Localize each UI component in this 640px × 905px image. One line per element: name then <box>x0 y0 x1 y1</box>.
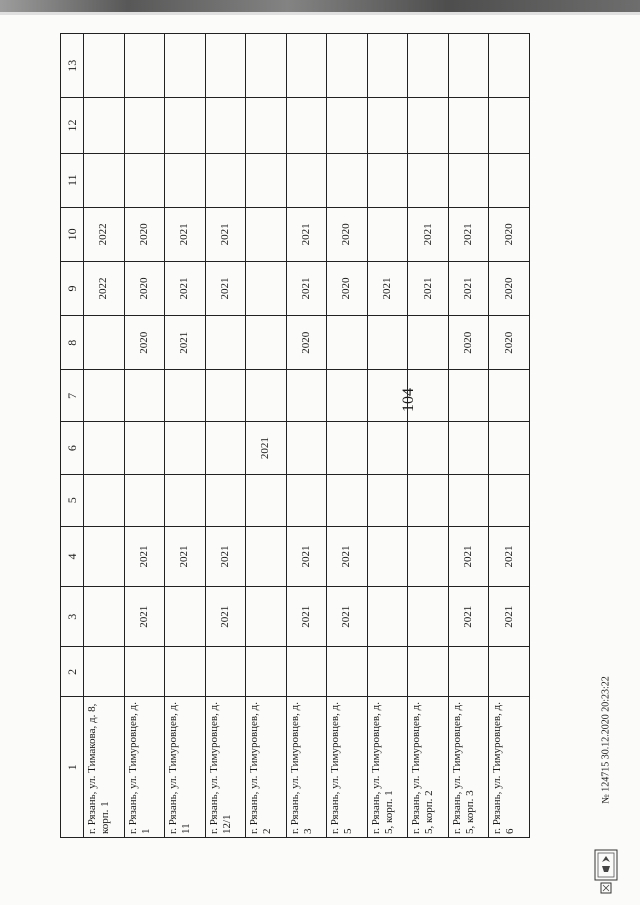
year-cell <box>367 474 408 526</box>
year-cell: 2022 <box>84 261 125 315</box>
year-cell <box>448 370 489 422</box>
year-cell <box>246 647 287 697</box>
year-cell <box>124 422 165 474</box>
year-cell <box>246 370 287 422</box>
year-cell <box>367 370 408 422</box>
year-cell <box>367 153 408 207</box>
address-cell: г. Рязань, ул. Тимуровцев, д. 5, корп. 1 <box>367 697 408 838</box>
year-cell: 2021 <box>165 526 206 586</box>
header-cell: 4 <box>61 526 84 586</box>
year-cell: 2021 <box>327 526 368 586</box>
year-cell <box>165 98 206 153</box>
year-cell <box>205 316 246 370</box>
year-cell: 2021 <box>205 587 246 647</box>
year-cell: 2021 <box>165 207 206 261</box>
year-cell <box>205 98 246 153</box>
year-cell <box>165 647 206 697</box>
year-cell: 2021 <box>286 207 327 261</box>
year-cell: 2021 <box>165 261 206 315</box>
year-cell <box>489 153 530 207</box>
year-cell <box>205 370 246 422</box>
scan-edge-shadow <box>0 12 640 15</box>
header-cell: 2 <box>61 647 84 697</box>
year-cell <box>205 474 246 526</box>
year-cell: 2021 <box>367 261 408 315</box>
address-cell: г. Рязань, ул. Тимуровцев, д. 2 <box>246 697 287 838</box>
year-cell <box>246 587 287 647</box>
year-cell: 2020 <box>124 316 165 370</box>
year-cell: 2021 <box>286 526 327 586</box>
year-cell <box>327 370 368 422</box>
year-cell <box>327 34 368 98</box>
year-cell <box>367 422 408 474</box>
year-cell <box>489 474 530 526</box>
year-cell: 2021 <box>286 587 327 647</box>
table-row <box>205 34 246 838</box>
address-cell: г. Рязань, ул. Тимуровцев, д. 3 <box>286 697 327 838</box>
year-cell: 2020 <box>489 261 530 315</box>
year-cell: 2021 <box>489 526 530 586</box>
year-cell <box>448 98 489 153</box>
year-cell <box>246 261 287 315</box>
year-cell <box>489 422 530 474</box>
year-cell: 2020 <box>489 316 530 370</box>
year-cell <box>367 647 408 697</box>
year-cell: 2020 <box>286 316 327 370</box>
year-cell <box>246 474 287 526</box>
year-cell: 2020 <box>489 207 530 261</box>
year-cell <box>84 647 125 697</box>
document-stamp: № 124715 30.12.2020 20:23:22 <box>600 676 612 804</box>
year-cell <box>408 422 449 474</box>
address-cell: г. Рязань, ул. Тимуровцев, д. 5 <box>327 697 368 838</box>
year-cell <box>448 647 489 697</box>
year-cell <box>327 474 368 526</box>
year-cell: 2022 <box>84 207 125 261</box>
header-cell: 9 <box>61 261 84 315</box>
year-cell: 2021 <box>489 587 530 647</box>
year-cell <box>205 34 246 98</box>
address-cell: г. Рязань, ул. Тимакова, д. 8, корп. 1 <box>84 697 125 838</box>
address-cell: г. Рязань, ул. Тимуровцев, д. 12/1 <box>205 697 246 838</box>
year-cell: 2020 <box>327 261 368 315</box>
header-cell: 10 <box>61 207 84 261</box>
header-cell: 12 <box>61 98 84 153</box>
year-cell: 2021 <box>286 261 327 315</box>
year-cell <box>84 587 125 647</box>
scan-edge <box>0 0 640 12</box>
year-cell: 2021 <box>246 422 287 474</box>
year-cell: 2021 <box>205 207 246 261</box>
table-row <box>286 34 327 838</box>
year-cell <box>367 34 408 98</box>
year-cell: 2020 <box>448 316 489 370</box>
year-cell <box>286 153 327 207</box>
year-cell <box>448 422 489 474</box>
year-cell <box>165 474 206 526</box>
year-cell <box>448 474 489 526</box>
year-cell <box>165 370 206 422</box>
year-cell <box>84 370 125 422</box>
year-cell <box>327 98 368 153</box>
year-cell <box>367 587 408 647</box>
year-cell: 2021 <box>165 316 206 370</box>
header-cell: 5 <box>61 474 84 526</box>
table-row <box>165 34 206 838</box>
header-cell: 3 <box>61 587 84 647</box>
year-cell <box>246 34 287 98</box>
year-cell: 2020 <box>327 207 368 261</box>
year-cell <box>408 316 449 370</box>
year-cell <box>408 98 449 153</box>
year-cell: 2020 <box>124 207 165 261</box>
year-cell <box>448 34 489 98</box>
year-cell <box>205 153 246 207</box>
address-cell: г. Рязань, ул. Тимуровцев, д. 1 <box>124 697 165 838</box>
year-cell <box>165 587 206 647</box>
table-row <box>327 34 368 838</box>
header-row <box>61 34 84 838</box>
table-row <box>489 34 530 838</box>
year-cell <box>84 422 125 474</box>
header-cell: 11 <box>61 153 84 207</box>
page-number: 104 <box>400 388 417 412</box>
year-cell <box>489 647 530 697</box>
rotated-table-wrapper <box>60 33 530 838</box>
year-cell <box>286 474 327 526</box>
year-cell <box>165 34 206 98</box>
year-cell <box>124 474 165 526</box>
year-cell <box>408 153 449 207</box>
year-cell <box>84 153 125 207</box>
year-cell: 2021 <box>205 526 246 586</box>
year-cell <box>286 370 327 422</box>
year-cell <box>489 34 530 98</box>
year-cell <box>84 98 125 153</box>
year-cell <box>327 647 368 697</box>
year-cell <box>286 34 327 98</box>
year-cell <box>124 647 165 697</box>
year-cell <box>84 526 125 586</box>
year-cell <box>124 34 165 98</box>
year-cell <box>286 422 327 474</box>
year-cell: 2021 <box>327 587 368 647</box>
table-row <box>448 34 489 838</box>
year-cell: 2021 <box>448 526 489 586</box>
year-cell <box>246 98 287 153</box>
year-cell: 2021 <box>205 261 246 315</box>
year-cell <box>408 34 449 98</box>
header-cell: 7 <box>61 370 84 422</box>
year-cell: 2021 <box>448 207 489 261</box>
year-cell <box>246 526 287 586</box>
year-cell <box>124 153 165 207</box>
year-cell <box>367 526 408 586</box>
year-cell <box>124 370 165 422</box>
year-cell <box>367 98 408 153</box>
table-body <box>84 34 530 838</box>
year-cell <box>327 422 368 474</box>
year-cell <box>489 98 530 153</box>
table-row <box>367 34 408 838</box>
year-cell <box>408 647 449 697</box>
year-cell <box>367 316 408 370</box>
year-cell <box>408 370 449 422</box>
year-cell <box>246 316 287 370</box>
table-row <box>84 34 125 838</box>
table-row <box>408 34 449 838</box>
year-cell <box>246 153 287 207</box>
year-cell: 2021 <box>408 207 449 261</box>
year-cell <box>84 474 125 526</box>
address-cell: г. Рязань, ул. Тимуровцев, д. 11 <box>165 697 206 838</box>
address-cell: г. Рязань, ул. Тимуровцев, д. 5, корп. 3 <box>448 697 489 838</box>
header-cell: 8 <box>61 316 84 370</box>
header-cell: 1 <box>61 697 84 838</box>
year-cell <box>489 370 530 422</box>
year-cell: 2021 <box>448 261 489 315</box>
year-cell: 2021 <box>448 587 489 647</box>
year-cell <box>408 526 449 586</box>
year-cell <box>205 647 246 697</box>
header-cell: 6 <box>61 422 84 474</box>
year-cell <box>327 316 368 370</box>
year-cell <box>165 422 206 474</box>
year-cell <box>286 98 327 153</box>
year-cell <box>84 316 125 370</box>
address-cell: г. Рязань, ул. Тимуровцев, д. 5, корп. 2 <box>408 697 449 838</box>
year-cell <box>246 207 287 261</box>
year-cell <box>408 587 449 647</box>
year-cell: 2020 <box>124 261 165 315</box>
year-cell <box>408 474 449 526</box>
year-cell <box>448 153 489 207</box>
year-cell <box>327 153 368 207</box>
year-cell <box>84 34 125 98</box>
year-cell: 2021 <box>124 587 165 647</box>
address-cell: г. Рязань, ул. Тимуровцев, д. 6 <box>489 697 530 838</box>
coat-of-arms-icon <box>592 848 620 896</box>
year-cell: 2021 <box>124 526 165 586</box>
year-cell <box>124 98 165 153</box>
year-cell <box>367 207 408 261</box>
table-row <box>124 34 165 838</box>
year-cell: 2021 <box>408 261 449 315</box>
year-cell <box>205 422 246 474</box>
year-cell <box>286 647 327 697</box>
year-cell <box>165 153 206 207</box>
header-cell: 13 <box>61 34 84 98</box>
table-row <box>246 34 287 838</box>
data-table <box>60 33 530 838</box>
